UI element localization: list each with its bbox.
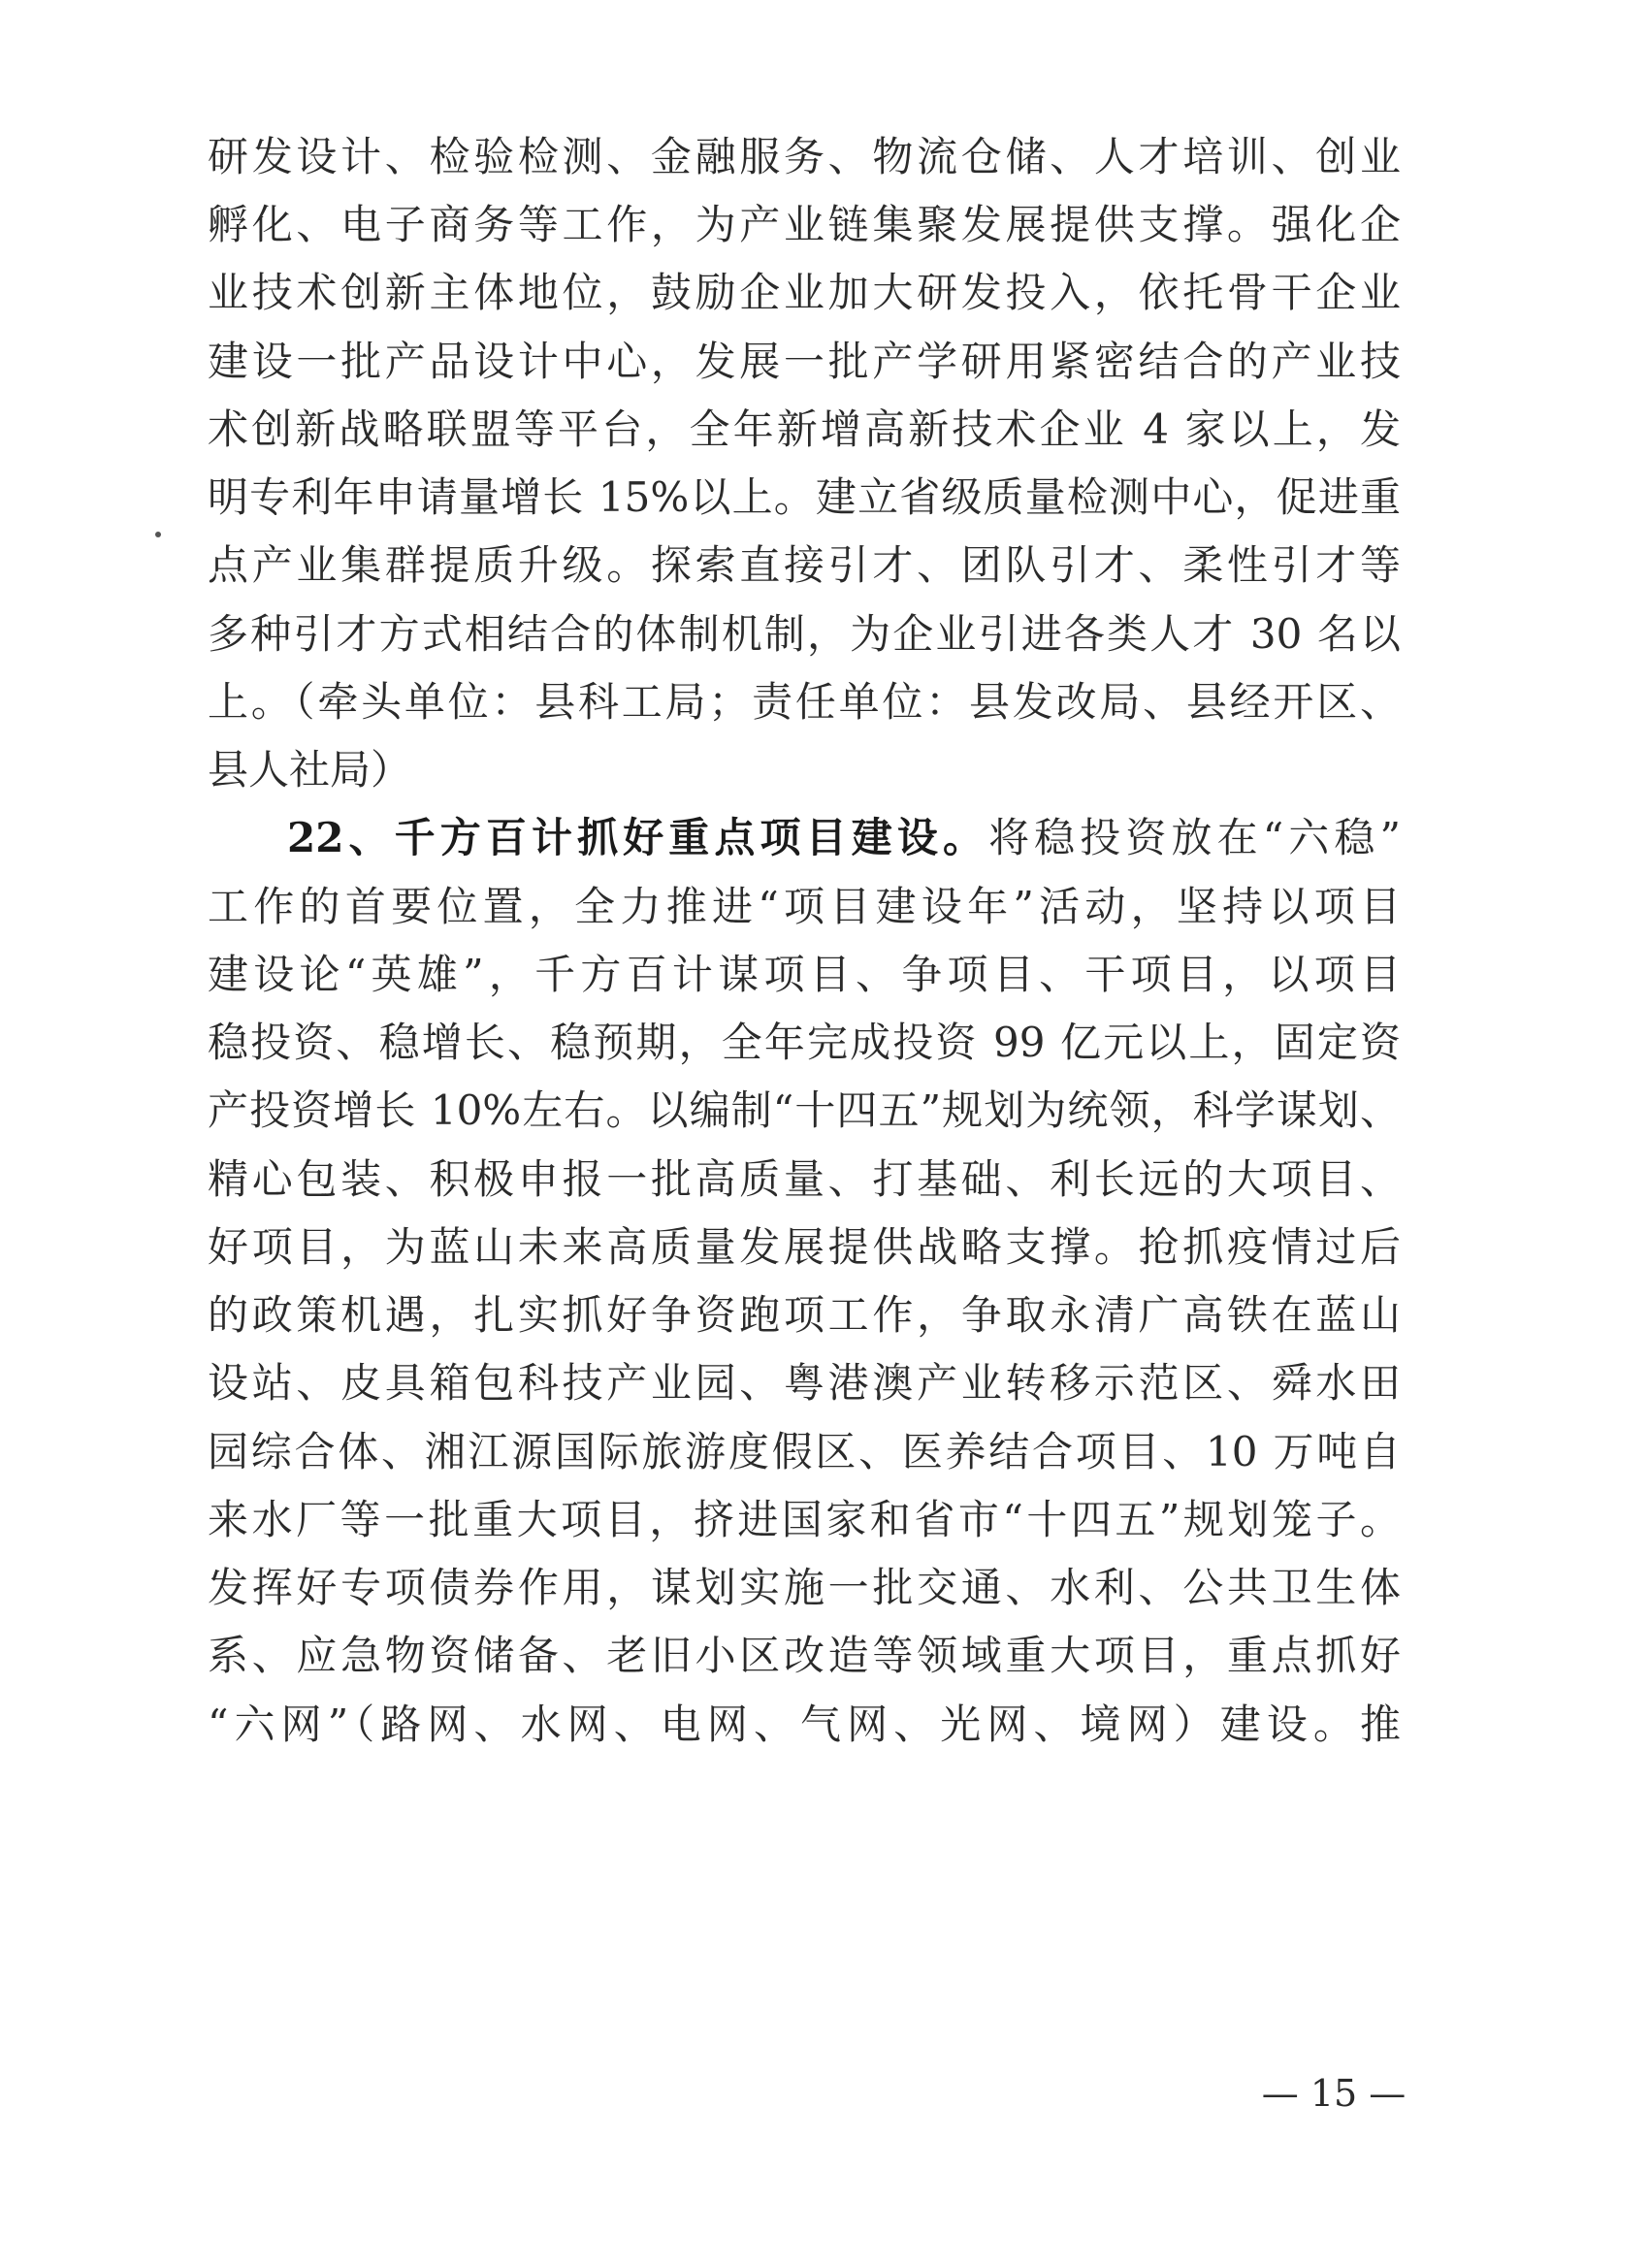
text-line: 园综合体、湘江源国际旅游度假区、医养结合项目、10 万吨自 — [208, 1428, 1401, 1475]
section-22-first-line — [287, 804, 1401, 872]
text-line: 精心包装、积极申报一批高质量、打基础、利长远的大项目、 — [208, 1155, 1401, 1203]
text-line: 建设论“英雄”，千方百计谋项目、争项目、干项目，以项目 — [208, 951, 1401, 998]
text-line: 设站、皮具箱包科技产业园、粤港澳产业转移示范区、舜水田 — [208, 1359, 1401, 1407]
text-line: 发挥好专项债券作用，谋划实施一批交通、水利、公共卫生体 — [208, 1564, 1401, 1611]
text-line: 县人社局） — [208, 746, 412, 794]
scan-speck — [155, 532, 161, 537]
text-line: 业技术创新主体地位，鼓励企业加大研发投入，依托骨干企业 — [208, 269, 1401, 316]
page-number: — 15 — — [1261, 2072, 1406, 2115]
text-line: 工作的首要位置，全力推进“项目建设年”活动，坚持以项目 — [208, 883, 1401, 930]
text-line: “六网”（路网、水网、电网、气网、光网、境网）建设。推 — [208, 1701, 1401, 1748]
text-line: 多种引才方式相结合的体制机制，为企业引进各类人才 30 名以 — [208, 610, 1401, 658]
text-line: 点产业集群提质升级。探索直接引才、团队引才、柔性引才等 — [208, 541, 1401, 589]
text-line: 系、应急物资储备、老旧小区改造等领域重大项目，重点抓好 — [208, 1632, 1401, 1679]
text-line: 明专利年申请量增长 15%以上。建立省级质量检测中心，促进重 — [208, 473, 1401, 521]
section-22-first-line-text: 将稳投资放在“六稳” — [988, 814, 1401, 861]
text-line: 术创新战略联盟等平台，全年新增高新技术企业 4 家以上，发 — [208, 405, 1401, 453]
text-line: 来水厂等一批重大项目，挤进国家和省市“十四五”规划笼子。 — [208, 1496, 1401, 1543]
text-line: 稳投资、稳增长、稳预期，全年完成投资 99 亿元以上，固定资 — [208, 1019, 1401, 1066]
text-line: 好项目，为蓝山未来高质量发展提供战略支撑。抢抓疫情过后 — [208, 1223, 1401, 1271]
text-line: 建设一批产品设计中心，发展一批产学研用紧密结合的产业技 — [208, 338, 1401, 385]
section-22-heading: 22、千方百计抓好重点项目建设。 — [287, 814, 989, 861]
text-line: 的政策机遇，扎实抓好争资跑项工作，争取永清广高铁在蓝山 — [208, 1291, 1401, 1339]
text-line: 上。（牵头单位：县科工局；责任单位：县发改局、县经开区、 — [208, 678, 1401, 726]
text-line: 研发设计、检验检测、金融服务、物流仓储、人才培训、创业 — [208, 133, 1401, 180]
text-line: 孵化、电子商务等工作，为产业链集聚发展提供支撑。强化企 — [208, 201, 1401, 248]
text-line: 产投资增长 10%左右。以编制“十四五”规划为统领，科学谋划、 — [208, 1086, 1401, 1134]
